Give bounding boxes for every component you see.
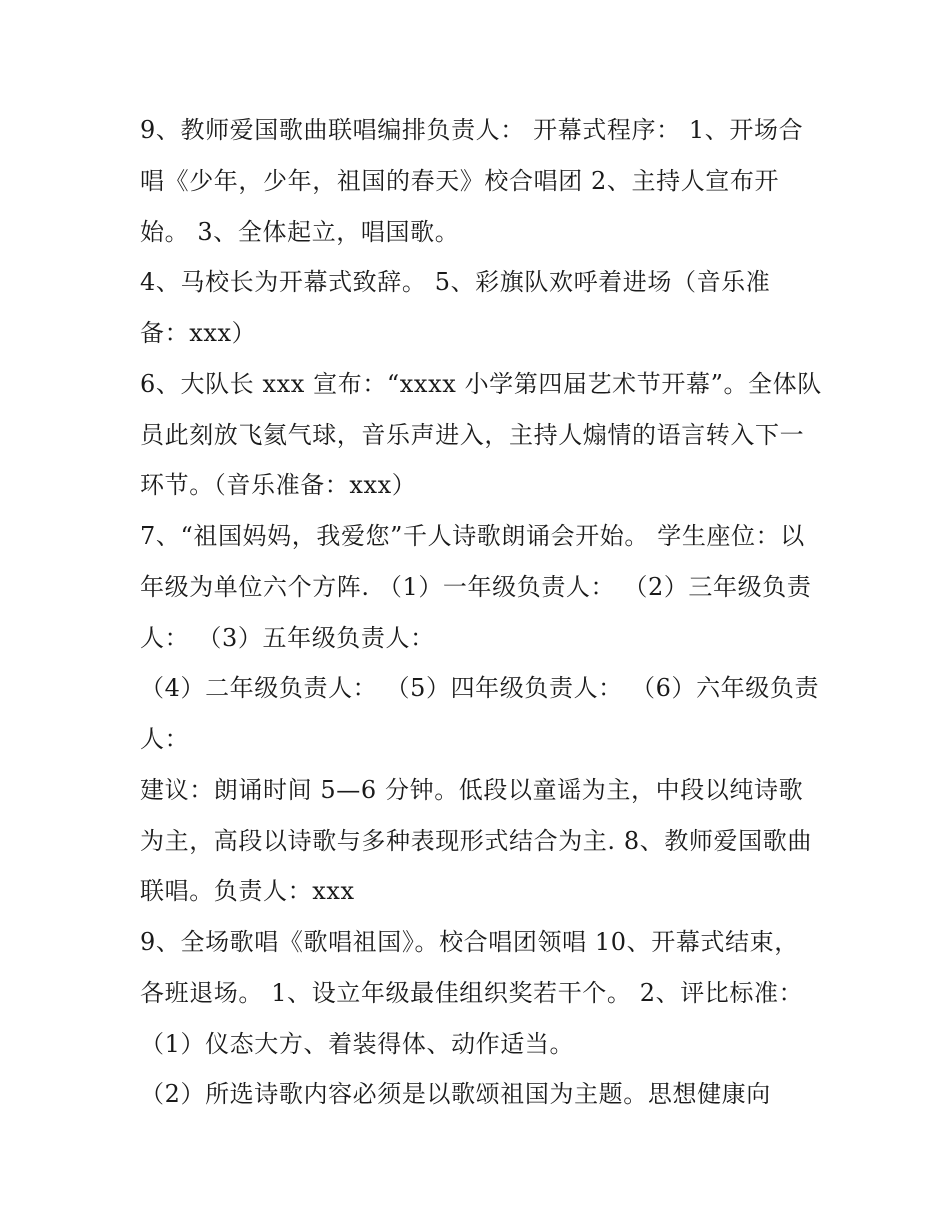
text-line: 备：xxx） <box>140 319 257 347</box>
text-line: 6、大队长 xxx 宣布：“xxxx 小学第四届艺术节开幕”。全体队 <box>140 370 822 398</box>
text-line: 9、全场歌唱《歌唱祖国》。校合唱团领唱 10、开幕式结束， <box>140 928 799 956</box>
text-line: 始。 3、全体起立，唱国歌。 <box>140 218 460 246</box>
text-line: 年级为单位六个方阵. （1）一年级负责人： （2）三年级负责 <box>140 573 812 601</box>
text-line: （4）二年级负责人： （5）四年级负责人： （6）六年级负责 <box>140 674 820 702</box>
text-line: 人： <box>140 725 190 753</box>
text-line: 联唱。负责人：xxx <box>140 877 355 905</box>
text-line: 唱《少年，少年，祖国的春天》校合唱团 2、主持人宣布开 <box>140 167 780 195</box>
text-line: 建议：朗诵时间 5—6 分钟。低段以童谣为主，中段以纯诗歌 <box>140 776 804 804</box>
text-line: 7、“祖国妈妈，我爱您”千人诗歌朗诵会开始。 学生座位：以 <box>140 522 805 550</box>
text-line: 为主，高段以诗歌与多种表现形式结合为主. 8、教师爱国歌曲 <box>140 827 812 855</box>
text-line: （1）仪态大方、着装得体、动作适当。 <box>140 1030 575 1058</box>
text-line: 各班退场。 1、设立年级最佳组织奖若干个。 2、评比标准： <box>140 979 804 1007</box>
text-line: （2）所选诗歌内容必须是以歌颂祖国为主题。思想健康向 <box>140 1080 771 1108</box>
text-line: 员此刻放飞氦气球，音乐声进入，主持人煽情的语言转入下一 <box>140 421 805 449</box>
text-line: 4、马校长为开幕式致辞。 5、彩旗队欢呼着进场（音乐准 <box>140 268 771 296</box>
text-line: 9、教师爱国歌曲联唱编排负责人： 开幕式程序： 1、开场合 <box>140 116 804 144</box>
text-line: 环节。（音乐准备：xxx） <box>140 471 417 499</box>
text-line: 人： （3）五年级负责人： <box>140 624 435 652</box>
